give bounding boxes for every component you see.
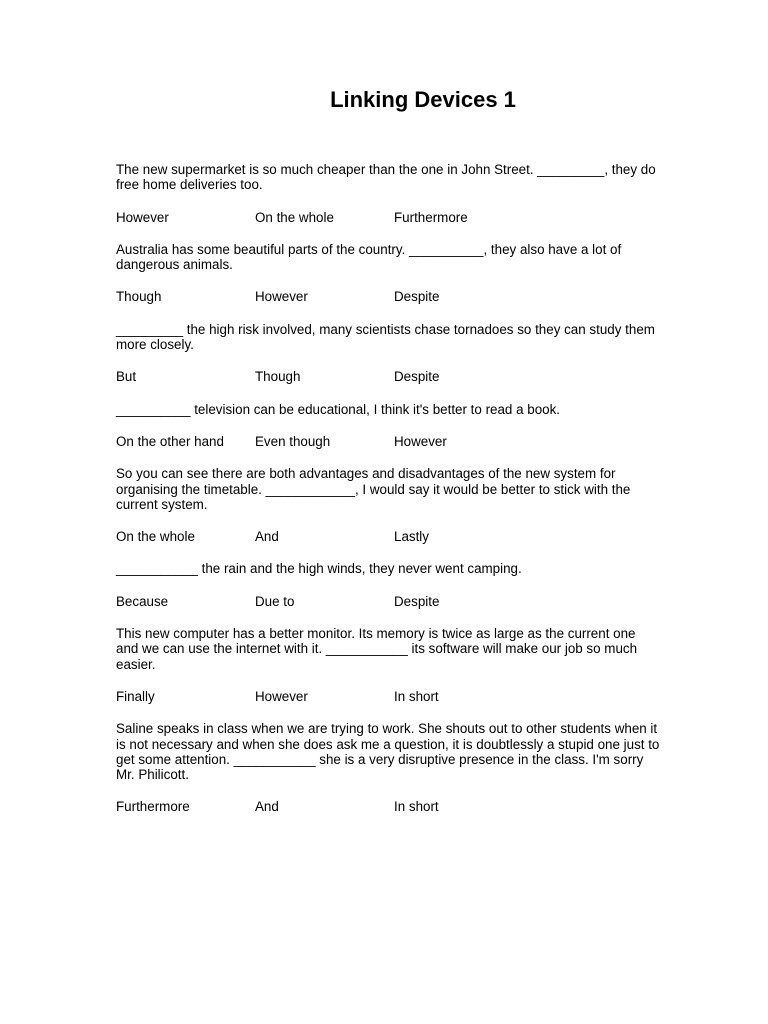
question-1-option-1: However xyxy=(116,209,169,225)
question-2 xyxy=(116,242,661,305)
question-6-option-2: Due to xyxy=(255,593,295,609)
question-4-options xyxy=(116,434,661,449)
question-3-text: _________ the high risk involved, many scientists chase tornadoes so they can study them more closely. xyxy=(116,321,655,353)
question-6-option-1: Because xyxy=(116,593,169,609)
question-5-option-2: And xyxy=(255,529,279,545)
question-3-options xyxy=(116,369,661,384)
question-4 xyxy=(116,402,661,450)
question-1-option-3: Furthermore xyxy=(394,209,468,225)
page-title: Linking Devices 1 xyxy=(330,87,516,112)
question-4-text: __________ television can be educational, I think it's better to read a book. xyxy=(116,401,561,417)
question-5-option-3: Lastly xyxy=(394,529,429,545)
question-1 xyxy=(116,162,661,225)
question-6 xyxy=(116,561,661,609)
question-7-option-2: However xyxy=(255,688,308,704)
question-2-option-1: Though xyxy=(116,289,162,305)
question-7-option-1: Finally xyxy=(116,688,155,704)
question-8-option-1: Furthermore xyxy=(116,799,190,815)
question-5-text: So you can see there are both advantages and disadvantages of the new system for organising the timetable. ____________, I would say it would be better to stick with the current system. xyxy=(116,466,631,512)
question-5 xyxy=(116,466,661,544)
question-8-option-3: In short xyxy=(394,799,439,815)
question-1-options xyxy=(116,210,661,225)
question-3-option-3: Despite xyxy=(394,369,440,385)
question-2-option-3: Despite xyxy=(394,289,440,305)
question-8 xyxy=(116,721,661,814)
question-6-options xyxy=(116,594,661,609)
question-2-option-2: However xyxy=(255,289,308,305)
question-4-option-3: However xyxy=(394,433,447,449)
question-4-option-1: On the other hand xyxy=(116,433,224,449)
question-8-text: Saline speaks in class when we are trying to work. She shouts out to other students when it is not necessary and when she does ask me a question, it is doubtlessly a stupid one just to get some attention. ___________ she is a very disruptive presence in the class. I'm sorry Mr. Philicott. xyxy=(116,721,660,783)
question-8-option-2: And xyxy=(255,799,279,815)
question-7-text: This new computer has a better monitor. Its memory is twice as large as the current one and we can use the internet with it. ___________ its software will make our job so much easier. xyxy=(116,626,638,672)
question-list xyxy=(116,162,661,832)
question-6-text: ___________ the rain and the high winds, they never went camping. xyxy=(116,561,522,577)
question-6-option-3: Despite xyxy=(394,593,440,609)
question-5-options xyxy=(116,529,661,544)
question-8-options xyxy=(116,799,661,814)
question-1-option-2: On the whole xyxy=(255,209,334,225)
question-5-option-1: On the whole xyxy=(116,529,195,545)
question-7-options xyxy=(116,689,661,704)
question-2-options xyxy=(116,289,661,304)
question-7-option-3: In short xyxy=(394,688,439,704)
question-7 xyxy=(116,626,661,704)
question-2-text: Australia has some beautiful parts of the country. __________, they also have a lot of dangerous animals. xyxy=(116,241,622,273)
question-3-option-1: But xyxy=(116,369,137,385)
question-3 xyxy=(116,322,661,385)
question-4-option-2: Even though xyxy=(255,433,331,449)
question-3-option-2: Though xyxy=(255,369,301,385)
question-1-text: The new supermarket is so much cheaper than the one in John Street. _________, they do free home deliveries too. xyxy=(116,162,656,193)
